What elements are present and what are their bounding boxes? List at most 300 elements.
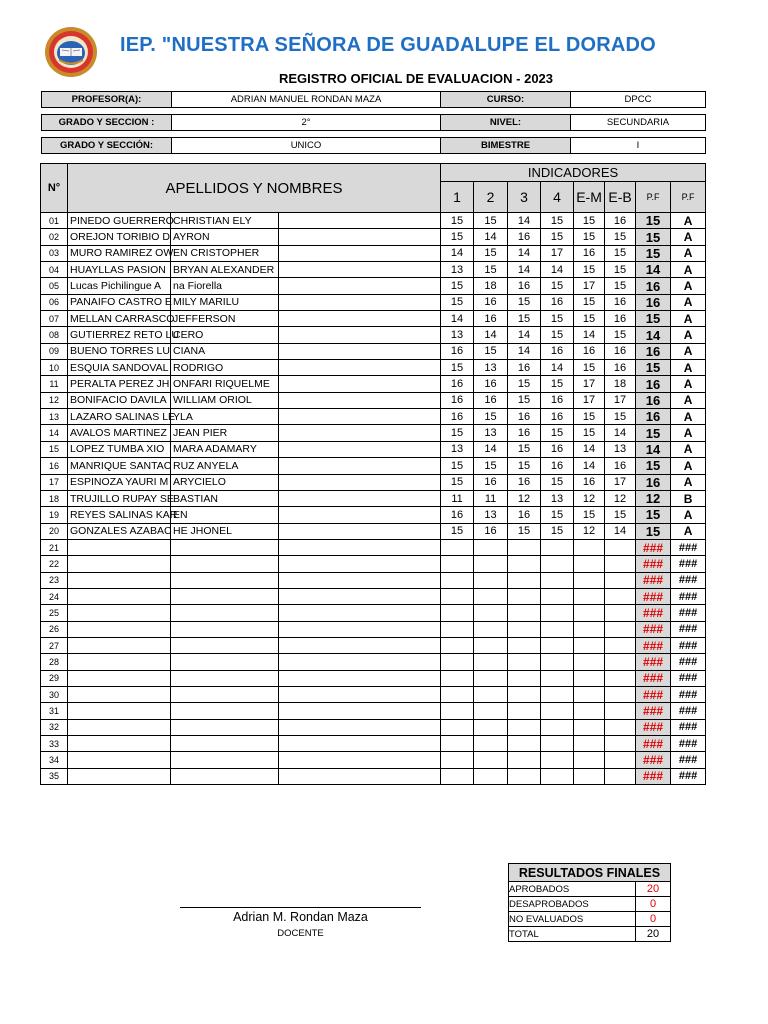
grade-cell <box>441 621 474 637</box>
row-number: 12 <box>41 392 68 408</box>
empty-cell <box>279 376 441 392</box>
table-row <box>41 360 706 376</box>
table-row <box>41 768 706 784</box>
final-grade-cell: 16 <box>636 343 671 359</box>
table-row <box>41 262 706 278</box>
grade-cell <box>441 736 474 752</box>
grade-cell: 15 <box>441 213 474 229</box>
grade-cell: 16 <box>605 213 636 229</box>
grade-cell <box>441 605 474 621</box>
grade-cell: 11 <box>441 490 474 506</box>
empty-cell <box>171 670 279 686</box>
grade-cell <box>508 703 541 719</box>
final-results-table <box>508 863 671 942</box>
table-row <box>41 474 706 490</box>
grade-cell: 14 <box>474 327 508 343</box>
empty-cell <box>68 539 171 555</box>
student-name-part: MURO RAMIREZ OW <box>68 245 171 261</box>
grade-cell: 15 <box>541 229 574 245</box>
final-grade-cell: 15 <box>636 360 671 376</box>
student-name-part: AYRON <box>171 229 279 245</box>
grades-table <box>40 163 706 785</box>
empty-cell <box>68 654 171 670</box>
grade-cell <box>605 621 636 637</box>
table-row <box>41 572 706 588</box>
results-value: 0 <box>636 912 671 927</box>
final-letter-cell: A <box>671 327 706 343</box>
grade-cell <box>474 588 508 604</box>
final-letter-cell: A <box>671 376 706 392</box>
row-number: 14 <box>41 425 68 441</box>
row-number: 27 <box>41 637 68 653</box>
grade-cell: 15 <box>541 213 574 229</box>
empty-cell <box>68 736 171 752</box>
grade-cell: 15 <box>541 474 574 490</box>
row-number: 25 <box>41 605 68 621</box>
empty-cell <box>279 719 441 735</box>
results-title: RESULTADOS FINALES <box>509 864 671 882</box>
empty-cell <box>171 539 279 555</box>
empty-cell <box>279 670 441 686</box>
grade-cell: 16 <box>541 441 574 457</box>
grade-cell: 14 <box>574 441 605 457</box>
empty-cell <box>68 621 171 637</box>
student-name-part: RUZ ANYELA <box>171 458 279 474</box>
empty-cell <box>171 703 279 719</box>
grade-cell: 15 <box>508 458 541 474</box>
grade-cell <box>574 703 605 719</box>
row-number: 17 <box>41 474 68 490</box>
row-number: 13 <box>41 409 68 425</box>
grade-cell: 16 <box>474 311 508 327</box>
table-row <box>41 703 706 719</box>
empty-cell <box>279 278 441 294</box>
grade-cell <box>605 768 636 784</box>
row-number: 15 <box>41 441 68 457</box>
grade-cell: 14 <box>574 327 605 343</box>
grade-cell <box>508 588 541 604</box>
table-row <box>41 736 706 752</box>
empty-cell <box>68 637 171 653</box>
final-grade-cell: ### <box>636 736 671 752</box>
grade-cell: 16 <box>541 294 574 310</box>
row-number: 29 <box>41 670 68 686</box>
final-grade-cell: ### <box>636 605 671 621</box>
empty-cell <box>68 605 171 621</box>
grade-cell <box>574 572 605 588</box>
student-name-part: ARYCIELO <box>171 474 279 490</box>
grade-cell <box>605 556 636 572</box>
grade-cell: 18 <box>605 376 636 392</box>
grade-cell: 15 <box>441 360 474 376</box>
final-grade-cell: 16 <box>636 474 671 490</box>
final-letter-cell: A <box>671 229 706 245</box>
grade-cell: 16 <box>508 360 541 376</box>
final-letter-cell: ### <box>671 719 706 735</box>
grade-cell <box>474 621 508 637</box>
grade-cell: 15 <box>605 229 636 245</box>
table-row <box>41 507 706 523</box>
grado-label: GRADO Y SECCION : <box>42 115 172 131</box>
final-grade-cell: 15 <box>636 213 671 229</box>
grade-cell <box>541 588 574 604</box>
results-row <box>509 897 671 912</box>
grade-cell <box>441 703 474 719</box>
final-grade-cell: ### <box>636 588 671 604</box>
student-name-part: BUENO TORRES LU <box>68 343 171 359</box>
empty-cell <box>68 572 171 588</box>
student-name-part: ONFARI RIQUELME <box>171 376 279 392</box>
final-grade-cell: ### <box>636 637 671 653</box>
results-value: 0 <box>636 897 671 912</box>
grade-cell <box>474 539 508 555</box>
grade-cell: 15 <box>541 327 574 343</box>
grade-cell: 13 <box>441 262 474 278</box>
grade-cell <box>474 703 508 719</box>
grade-cell: 15 <box>541 523 574 539</box>
row-number: 11 <box>41 376 68 392</box>
grade-cell <box>508 736 541 752</box>
table-row <box>41 294 706 310</box>
final-letter-cell: A <box>671 278 706 294</box>
results-label: APROBADOS <box>509 882 636 897</box>
grade-cell: 15 <box>574 213 605 229</box>
grade-cell: 15 <box>605 245 636 261</box>
final-grade-cell: 15 <box>636 229 671 245</box>
info-row-grado <box>42 115 706 131</box>
student-name-part: BONIFACIO DAVILA <box>68 392 171 408</box>
table-row <box>41 245 706 261</box>
grade-cell: 15 <box>508 294 541 310</box>
empty-cell <box>279 507 441 523</box>
row-number: 03 <box>41 245 68 261</box>
final-letter-cell: A <box>671 507 706 523</box>
table-row <box>41 654 706 670</box>
grade-cell: 13 <box>474 360 508 376</box>
empty-cell <box>279 213 441 229</box>
row-number: 05 <box>41 278 68 294</box>
grade-cell <box>474 572 508 588</box>
grade-cell: 12 <box>508 490 541 506</box>
table-row <box>41 409 706 425</box>
row-number: 21 <box>41 539 68 555</box>
final-grade-cell: ### <box>636 539 671 555</box>
results-row <box>509 927 671 942</box>
grade-cell <box>508 654 541 670</box>
table-row <box>41 719 706 735</box>
grade-cell: 14 <box>441 245 474 261</box>
grade-cell: 15 <box>474 262 508 278</box>
final-letter-cell: A <box>671 425 706 441</box>
grade-cell <box>574 539 605 555</box>
grades-body <box>41 213 706 785</box>
grade-cell: 13 <box>474 507 508 523</box>
column-header-4: 4 <box>541 182 574 213</box>
final-letter-cell: ### <box>671 588 706 604</box>
column-header-eb: E-B <box>605 182 636 213</box>
empty-cell <box>279 752 441 768</box>
final-grade-cell: ### <box>636 719 671 735</box>
final-grade-cell: 14 <box>636 327 671 343</box>
student-name-part: REYES SALINAS KAR <box>68 507 171 523</box>
final-letter-cell: ### <box>671 752 706 768</box>
grade-cell <box>474 686 508 702</box>
student-name-part: BRYAN ALEXANDER <box>171 262 279 278</box>
grade-cell: 15 <box>508 311 541 327</box>
seccion-value: UNICO <box>172 138 441 154</box>
empty-cell <box>279 539 441 555</box>
grade-cell <box>508 752 541 768</box>
final-grade-cell: ### <box>636 752 671 768</box>
row-number: 34 <box>41 752 68 768</box>
results-row <box>509 882 671 897</box>
grade-cell <box>441 686 474 702</box>
grade-cell: 15 <box>441 458 474 474</box>
final-letter-cell: ### <box>671 670 706 686</box>
grade-cell: 15 <box>541 311 574 327</box>
grade-cell: 16 <box>605 311 636 327</box>
table-row <box>41 490 706 506</box>
empty-cell <box>279 703 441 719</box>
grade-cell <box>541 556 574 572</box>
final-letter-cell: ### <box>671 539 706 555</box>
final-grade-cell: ### <box>636 768 671 784</box>
final-letter-cell: ### <box>671 572 706 588</box>
table-row <box>41 376 706 392</box>
grade-cell <box>541 768 574 784</box>
column-header-pf-number: P.F <box>636 182 671 213</box>
grade-cell: 15 <box>574 229 605 245</box>
student-name-part: JEFFERSON <box>171 311 279 327</box>
grade-cell: 16 <box>474 523 508 539</box>
grade-cell: 12 <box>574 490 605 506</box>
final-grade-cell: 16 <box>636 392 671 408</box>
grade-cell <box>508 719 541 735</box>
grade-cell: 14 <box>541 360 574 376</box>
empty-cell <box>279 294 441 310</box>
grade-cell <box>605 752 636 768</box>
final-letter-cell: A <box>671 213 706 229</box>
grade-cell: 15 <box>605 278 636 294</box>
empty-cell <box>171 654 279 670</box>
final-grade-cell: 12 <box>636 490 671 506</box>
final-grade-cell: 15 <box>636 507 671 523</box>
row-number: 32 <box>41 719 68 735</box>
grade-cell <box>605 654 636 670</box>
grade-cell <box>541 654 574 670</box>
grade-cell: 17 <box>574 392 605 408</box>
empty-cell <box>279 458 441 474</box>
final-grade-cell: 16 <box>636 294 671 310</box>
row-number: 26 <box>41 621 68 637</box>
row-number: 28 <box>41 654 68 670</box>
grade-cell: 16 <box>508 425 541 441</box>
grade-cell <box>441 752 474 768</box>
nivel-label: NIVEL: <box>441 115 571 131</box>
course-info-table <box>41 91 706 154</box>
table-row <box>41 392 706 408</box>
student-name-part: MILY MARILU <box>171 294 279 310</box>
grade-cell: 15 <box>441 294 474 310</box>
grade-cell <box>574 556 605 572</box>
grade-cell: 15 <box>441 229 474 245</box>
grade-cell: 14 <box>508 245 541 261</box>
student-name-part: ESQUIA SANDOVAL <box>68 360 171 376</box>
empty-cell <box>279 327 441 343</box>
grade-cell <box>508 670 541 686</box>
student-name-part: PERALTA PEREZ JH <box>68 376 171 392</box>
grade-cell: 14 <box>605 425 636 441</box>
final-letter-cell: ### <box>671 621 706 637</box>
bimestre-label: BIMESTRE <box>441 138 571 154</box>
grade-cell <box>541 605 574 621</box>
empty-cell <box>279 654 441 670</box>
final-grade-cell: 15 <box>636 425 671 441</box>
grade-cell: 15 <box>441 425 474 441</box>
grade-cell: 14 <box>441 311 474 327</box>
grade-cell: 13 <box>441 441 474 457</box>
empty-cell <box>171 605 279 621</box>
grade-cell: 15 <box>541 425 574 441</box>
empty-cell <box>171 719 279 735</box>
grade-cell: 15 <box>574 294 605 310</box>
final-grade-cell: ### <box>636 621 671 637</box>
grade-cell: 15 <box>574 425 605 441</box>
table-row <box>41 637 706 653</box>
empty-cell <box>279 556 441 572</box>
final-letter-cell: ### <box>671 556 706 572</box>
grade-cell: 16 <box>474 376 508 392</box>
grade-cell: 12 <box>605 490 636 506</box>
grade-cell <box>574 752 605 768</box>
grade-cell <box>474 768 508 784</box>
grade-cell: 16 <box>574 343 605 359</box>
grade-cell <box>541 539 574 555</box>
grade-cell <box>605 572 636 588</box>
grade-cell: 15 <box>605 409 636 425</box>
school-crest-logo <box>44 26 98 78</box>
empty-cell <box>68 670 171 686</box>
empty-cell <box>68 719 171 735</box>
grade-cell: 15 <box>605 507 636 523</box>
row-number: 20 <box>41 523 68 539</box>
grade-cell: 16 <box>508 474 541 490</box>
student-name-part: MANRIQUE SANTAC <box>68 458 171 474</box>
grade-cell <box>605 736 636 752</box>
grade-cell: 15 <box>474 343 508 359</box>
student-name-part: LOPEZ TUMBA XIO <box>68 441 171 457</box>
empty-cell <box>171 752 279 768</box>
final-letter-cell: ### <box>671 736 706 752</box>
student-name-part: YLA <box>171 409 279 425</box>
grade-cell: 13 <box>474 425 508 441</box>
table-row <box>41 621 706 637</box>
final-grade-cell: 15 <box>636 311 671 327</box>
results-value: 20 <box>636 927 671 942</box>
final-letter-cell: A <box>671 311 706 327</box>
grade-cell: 16 <box>541 392 574 408</box>
empty-cell <box>171 572 279 588</box>
grade-cell <box>605 670 636 686</box>
final-letter-cell: A <box>671 409 706 425</box>
grade-cell: 14 <box>574 458 605 474</box>
curso-label: CURSO: <box>441 92 571 108</box>
grade-cell: 15 <box>474 458 508 474</box>
grade-cell <box>605 605 636 621</box>
empty-cell <box>279 360 441 376</box>
final-grade-cell: 15 <box>636 245 671 261</box>
empty-cell <box>171 736 279 752</box>
grade-cell <box>605 637 636 653</box>
empty-cell <box>279 768 441 784</box>
seccion-label: GRADO Y SECCIÓN: <box>42 138 172 154</box>
grade-cell: 16 <box>541 409 574 425</box>
student-name-part: GUTIERREZ RETO LU <box>68 327 171 343</box>
empty-cell <box>171 621 279 637</box>
grade-cell: 14 <box>508 327 541 343</box>
grade-cell: 16 <box>574 245 605 261</box>
row-number: 02 <box>41 229 68 245</box>
row-number: 08 <box>41 327 68 343</box>
final-grade-cell: 15 <box>636 458 671 474</box>
final-grade-cell: ### <box>636 670 671 686</box>
grade-cell: 15 <box>574 507 605 523</box>
grade-cell <box>474 654 508 670</box>
student-name-part: EN <box>171 507 279 523</box>
grade-cell: 15 <box>605 327 636 343</box>
final-letter-cell: A <box>671 262 706 278</box>
grade-cell: 16 <box>605 294 636 310</box>
grade-cell: 14 <box>508 262 541 278</box>
grade-cell <box>474 605 508 621</box>
row-number: 09 <box>41 343 68 359</box>
info-row-seccion <box>42 138 706 154</box>
grade-cell <box>605 588 636 604</box>
empty-cell <box>279 425 441 441</box>
empty-cell <box>279 229 441 245</box>
student-name-part: GONZALES AZABAC <box>68 523 171 539</box>
empty-cell <box>279 392 441 408</box>
grade-cell <box>508 637 541 653</box>
student-name-part: Lucas Pichilingue A <box>68 278 171 294</box>
grade-cell: 15 <box>441 474 474 490</box>
grade-cell <box>574 670 605 686</box>
student-name-part: HE JHONEL <box>171 523 279 539</box>
row-number: 30 <box>41 686 68 702</box>
grade-cell <box>441 768 474 784</box>
grade-cell: 16 <box>508 507 541 523</box>
row-number: 01 <box>41 213 68 229</box>
grade-cell: 16 <box>441 409 474 425</box>
results-row <box>509 912 671 927</box>
bimestre-value: I <box>571 138 706 154</box>
final-letter-cell: A <box>671 245 706 261</box>
grade-cell <box>441 670 474 686</box>
final-letter-cell: ### <box>671 703 706 719</box>
table-row <box>41 588 706 604</box>
student-name-part: MARA ADAMARY <box>171 441 279 457</box>
signature-role: DOCENTE <box>277 928 324 939</box>
grade-cell: 15 <box>508 392 541 408</box>
final-letter-cell: ### <box>671 637 706 653</box>
grade-cell: 15 <box>441 523 474 539</box>
grade-cell: 17 <box>541 245 574 261</box>
row-number: 23 <box>41 572 68 588</box>
grade-cell: 15 <box>508 523 541 539</box>
table-row <box>41 278 706 294</box>
profesor-value: ADRIAN MANUEL RONDAN MAZA <box>172 92 441 108</box>
final-letter-cell: ### <box>671 605 706 621</box>
